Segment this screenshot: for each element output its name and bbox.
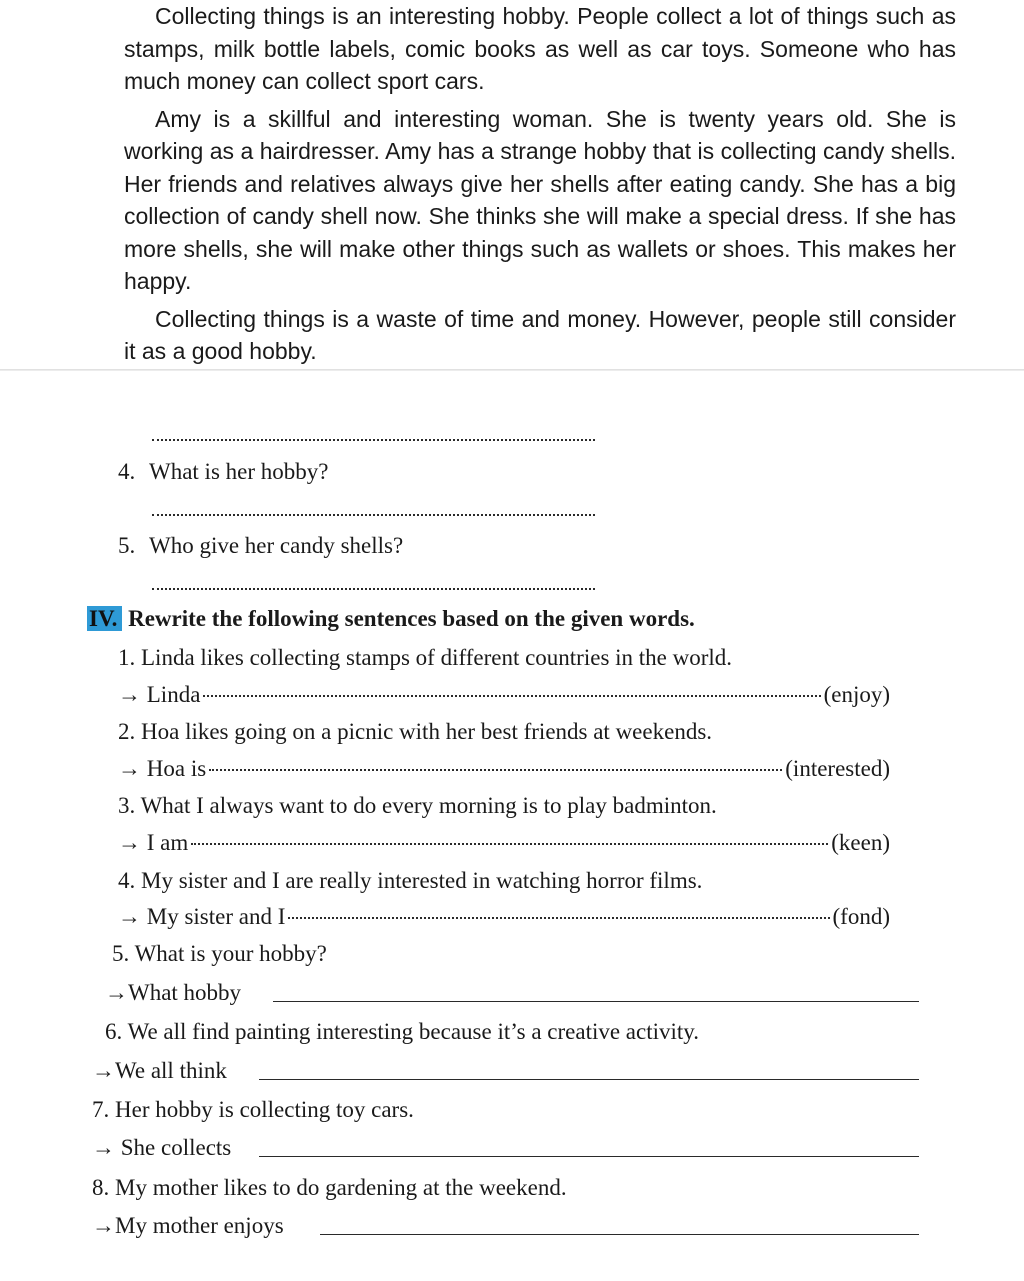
- item-8-prompt: →My mother enjoys: [92, 1213, 284, 1238]
- item-1-prompt: → Linda: [118, 682, 201, 707]
- item-6-answer-field[interactable]: [259, 1079, 919, 1080]
- item-8-sentence: 8. My mother likes to do gardening at the weekend.: [92, 1175, 567, 1200]
- passage-paragraph-1: Collecting things is an interesting hobby. People collect a lot of things such as stamps, milk bottle labels, comic books as well as car toys. Someone who has much money can collect sport cars.: [124, 3, 956, 94]
- section-heading: [87, 606, 695, 632]
- item-5-answer-field[interactable]: [273, 1001, 919, 1002]
- question-4: [118, 459, 328, 485]
- item-2-answer-row: [118, 756, 890, 782]
- item-5-answer-row: [105, 980, 919, 1006]
- item-4-cue: (fond): [832, 904, 890, 929]
- item-6-sentence: 6. We all find painting interesting because it’s a creative activity.: [105, 1019, 700, 1044]
- question-number: 5.: [118, 533, 136, 558]
- item-5-sentence: 5. What is your hobby?: [112, 941, 327, 966]
- item-2-prompt: → Hoa is: [118, 756, 207, 781]
- item-1-sentence: 1. Linda likes collecting stamps of different countries in the world.: [118, 645, 733, 670]
- answer-line-5[interactable]: [152, 588, 595, 590]
- item-3-answer-field[interactable]: [191, 843, 828, 845]
- item-3-cue: (keen): [831, 830, 890, 855]
- item-7-answer-field[interactable]: [259, 1156, 919, 1157]
- item-7-sentence: 7. Her hobby is collecting toy cars.: [92, 1097, 414, 1122]
- section-number: IV.: [87, 606, 122, 631]
- question-5: [118, 533, 403, 559]
- item-3-sentence: 3. What I always want to do every morning is to play badminton.: [118, 793, 717, 818]
- item-2-sentence: 2. Hoa likes going on a picnic with her best friends at weekends.: [118, 719, 713, 744]
- answer-line-3[interactable]: [152, 439, 595, 441]
- item-4-prompt: → My sister and I: [118, 904, 286, 929]
- answer-line-4[interactable]: [152, 514, 595, 516]
- passage-paragraph-3: Collecting things is a waste of time and money. However, people still consider it as a good hobby.: [124, 305, 956, 364]
- item-5-prompt: →What hobby: [105, 980, 242, 1005]
- item-8-answer-row: [92, 1213, 919, 1239]
- question-text: Who give her candy shells?: [149, 533, 404, 558]
- item-1-cue: (enjoy): [823, 682, 890, 707]
- passage-paragraph-2: Amy is a skillful and interesting woman. She is twenty years old. She is working as a hairdresser. Amy has a strange hobby that is collecting candy shells. Her friends and relatives always give her shells after eating candy. She has a big collection of candy shell now. She thinks she will make a special dress. If she has more shells, she will make other things such as wallets or shoes. This makes her happy.: [124, 105, 956, 294]
- item-1-answer-field[interactable]: [203, 695, 820, 697]
- item-3-answer-row: [118, 830, 890, 856]
- reading-passage: [124, 0, 956, 368]
- item-4-sentence: 4. My sister and I are really interested in watching horror films.: [118, 868, 703, 893]
- item-7-answer-row: [92, 1135, 919, 1161]
- item-4-answer-field[interactable]: [288, 917, 829, 919]
- item-3-prompt: → I am: [118, 830, 189, 855]
- page-seam-divider: [0, 369, 1024, 371]
- item-2-cue: (interested): [785, 756, 890, 781]
- section-title: Rewrite the following sentences based on the given words.: [128, 606, 695, 631]
- item-2-answer-field[interactable]: [209, 769, 782, 771]
- question-text: What is her hobby?: [149, 459, 329, 484]
- item-6-prompt: →We all think: [92, 1058, 227, 1083]
- question-number: 4.: [118, 459, 136, 484]
- item-6-answer-row: [92, 1058, 919, 1084]
- item-8-answer-field[interactable]: [320, 1234, 919, 1235]
- item-1-answer-row: [118, 682, 890, 708]
- item-7-prompt: → She collects: [92, 1135, 232, 1160]
- item-4-answer-row: [118, 904, 890, 930]
